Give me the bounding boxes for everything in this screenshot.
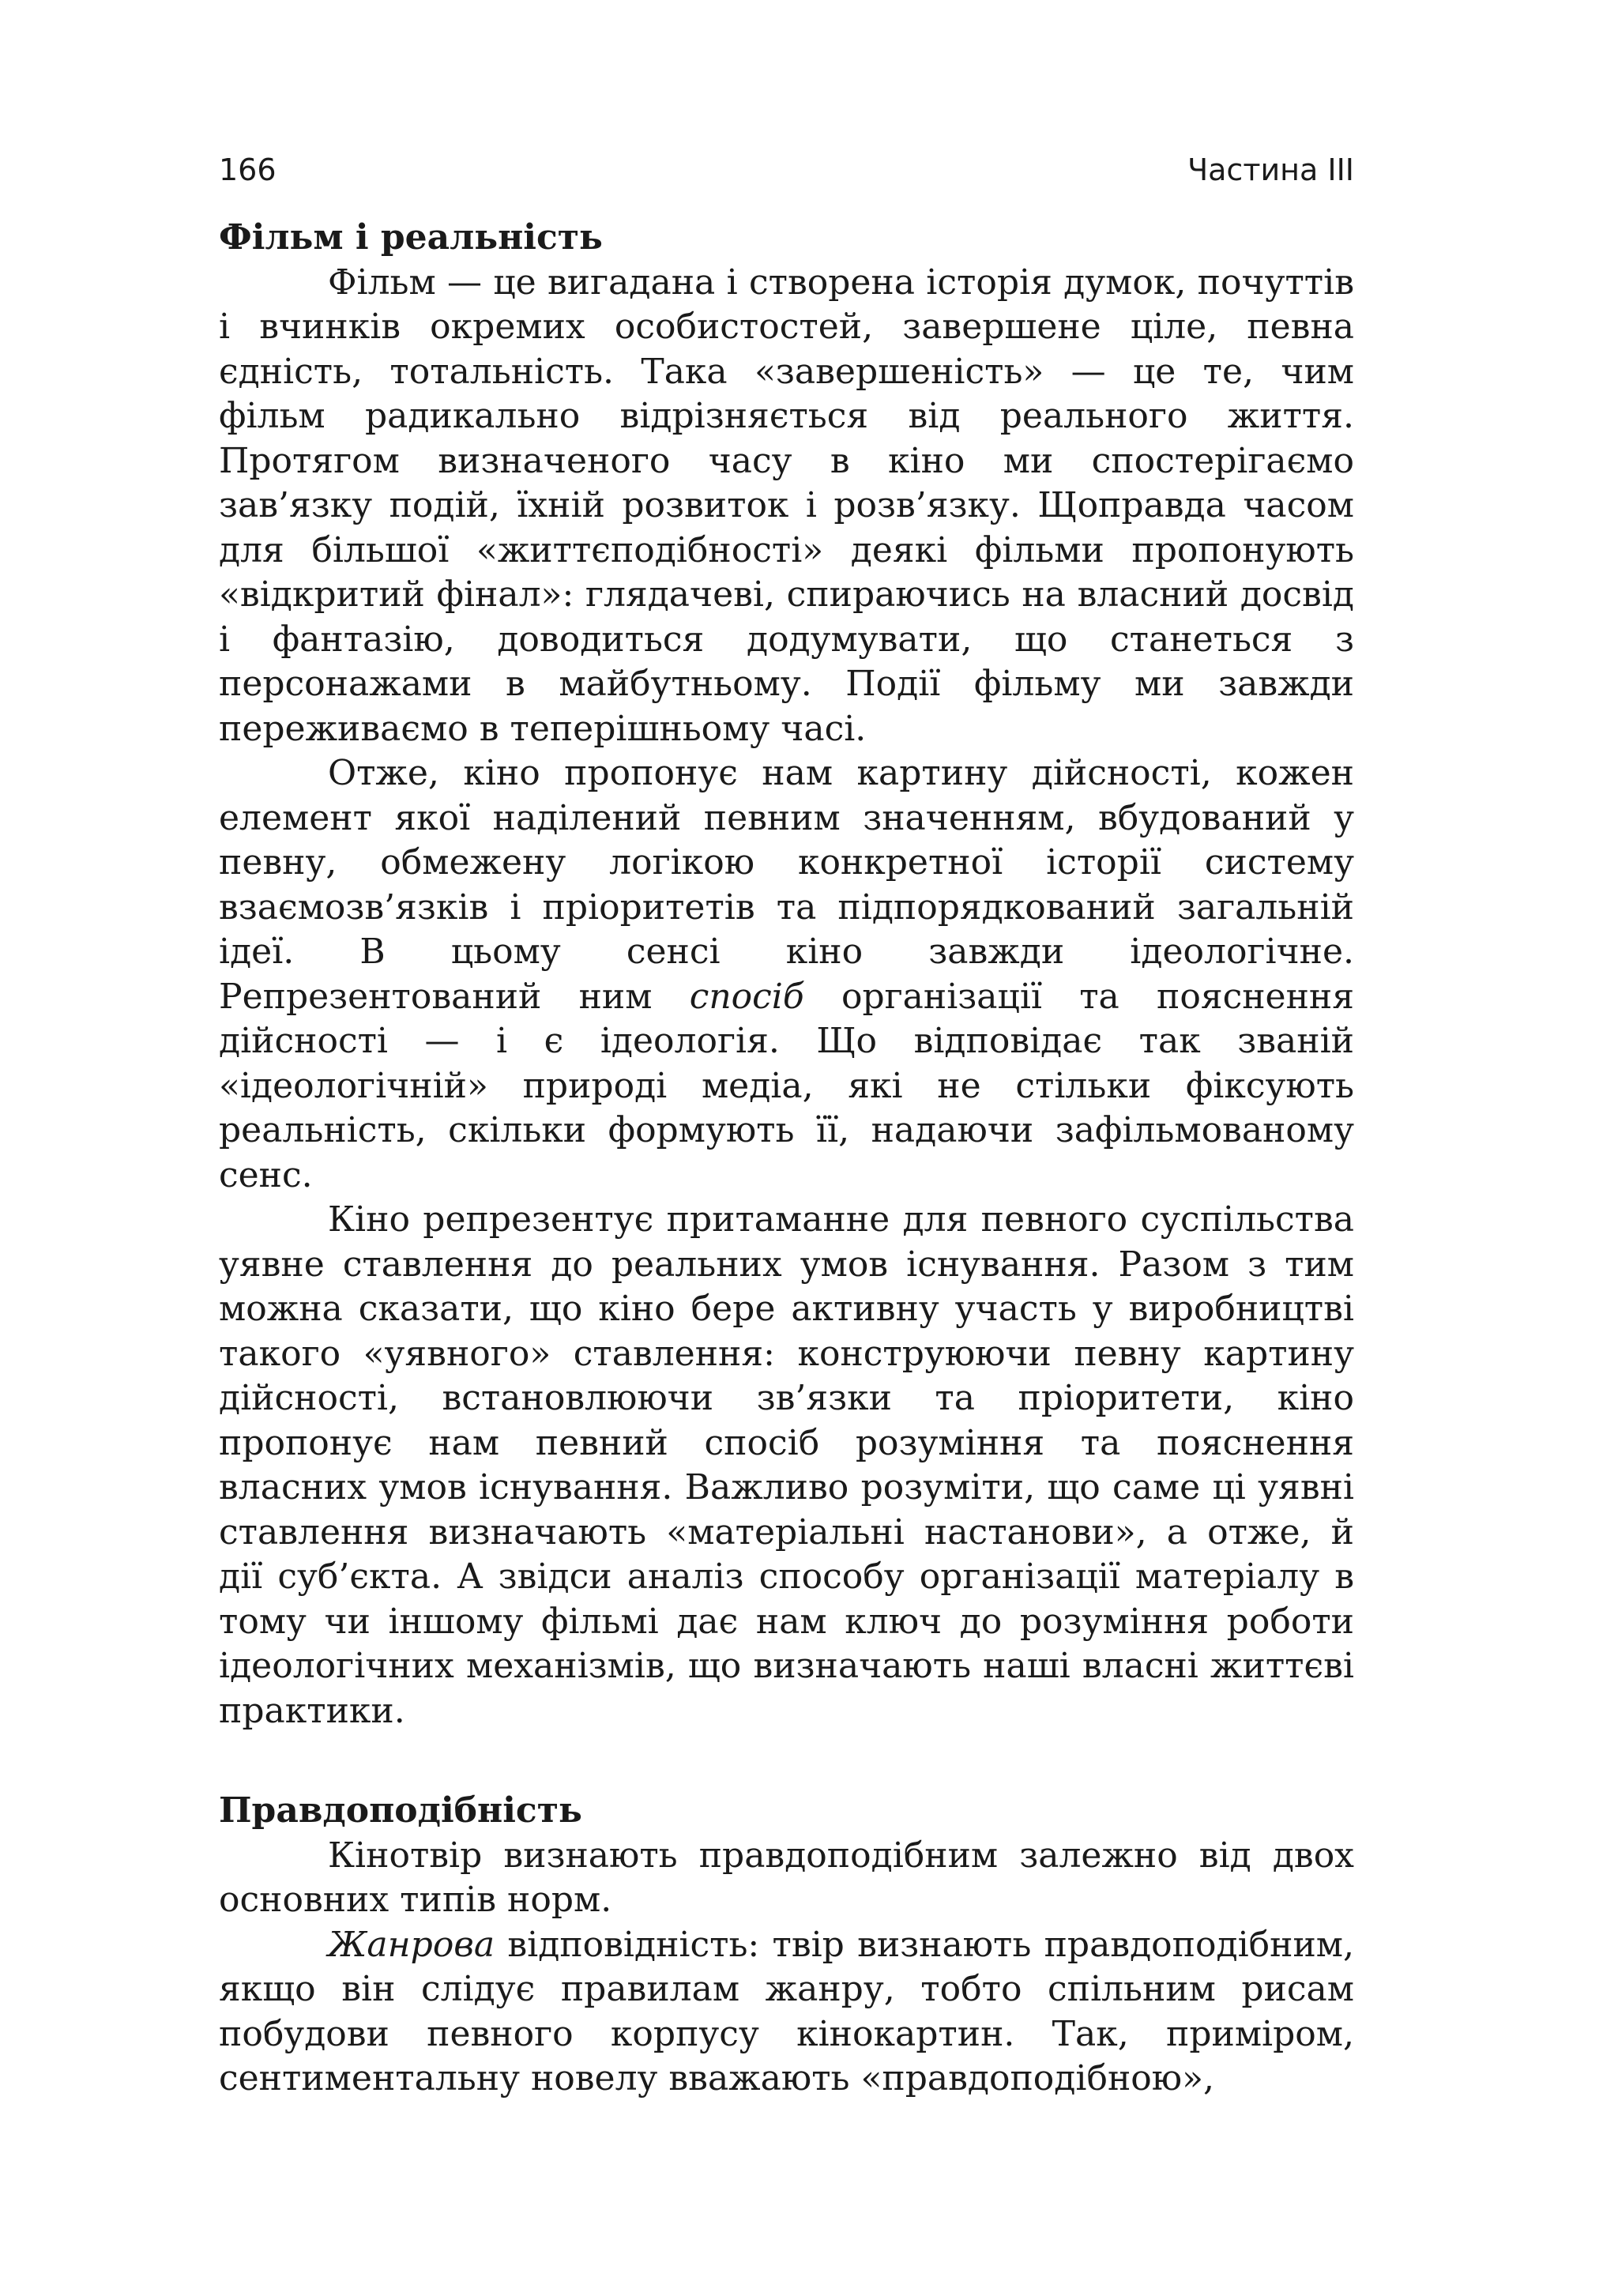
page-content [219,216,1354,2102]
page-number: 166 [219,152,277,187]
paragraph [219,751,1354,1198]
paragraph: Фільм — це вигадана і створена історія думок, почуттів і вчинків окремих особистостей, завершене ціле, певна єдність, тотальність. Така «завершеність» — це те, чим фільм радикально відрізняється від реального життя. Протягом визначеного часу в кіно ми спостерігаємо зав’язку подій, їхній розвиток і розв’язку. Щоправда часом для більшої «життєподібності» деякі фільми пропонують «відкритий фінал»: глядачеві, спираючись на власний досвід і фантазію, доводиться додумувати, що станеться з персонажами в майбутньому. Події фільму ми завжди переживаємо в теперішньому часі. [219,262,1354,749]
paragraph: Кінотвір визнають правдоподібним залежно від двох основних типів норм. [219,1835,1354,1920]
emphasis-text: Жанрова [328,1924,495,1965]
emphasis-text: спосіб [689,976,804,1017]
paragraph-text: відповідність: твір визнають правдоподібним, якщо він слідує правилам жанру, тобто спільним рисам побудови певного корпусу кінокартин. Так, приміром, сентиментальну новелу вважають «правдоподібною», [219,1924,1354,2098]
section-gap [219,1733,1354,1789]
section-heading-film-reality: Фільм і реальність [219,217,603,258]
section-label: Частина III [1187,152,1354,187]
paragraph-text: організації та пояснення дійсності — і є ідеологія. Що відповідає так званій «ідеологічній» природі медіа, які не стільки фіксують реальність, скільки формують її, надаючи зафільмованому сенс. [219,976,1354,1195]
paragraph [219,1923,1354,2102]
running-header [219,150,1354,190]
paragraph-text: Отже, кіно пропонує нам картину дійсності, кожен елемент якої наділений певним значенням, вбудований у певну, обмежену логікою конкретної історії систему взаємозв’язків і пріоритетів та підпорядкований загальній ідеї. В цьому сенсі кіно завжди ідеологічне. Репрезентований ним [219,753,1354,1017]
section-heading-verisimilitude: Правдоподібність [219,1790,582,1831]
paragraph: Кіно репрезентує притаманне для певного суспільства уявне ставлення до реальних умов існування. Разом з тим можна сказати, що кіно бере активну участь у виробництві такого «уявного» ставлення: конструюючи певну картину дійсності, встановлюючи зв’язки та пріоритети, кіно пропонує нам певний спосіб розуміння та пояснення власних умов існування. Важливо розуміти, що саме ці уявні ставлення визначають «матеріальні настанови», а отже, й дії суб’єкта. А звідси аналіз способу організації матеріалу в тому чи іншому фільмі дає нам ключ до розуміння роботи ідеологічних механізмів, що визначають наші власні життєві практики. [219,1199,1354,1731]
